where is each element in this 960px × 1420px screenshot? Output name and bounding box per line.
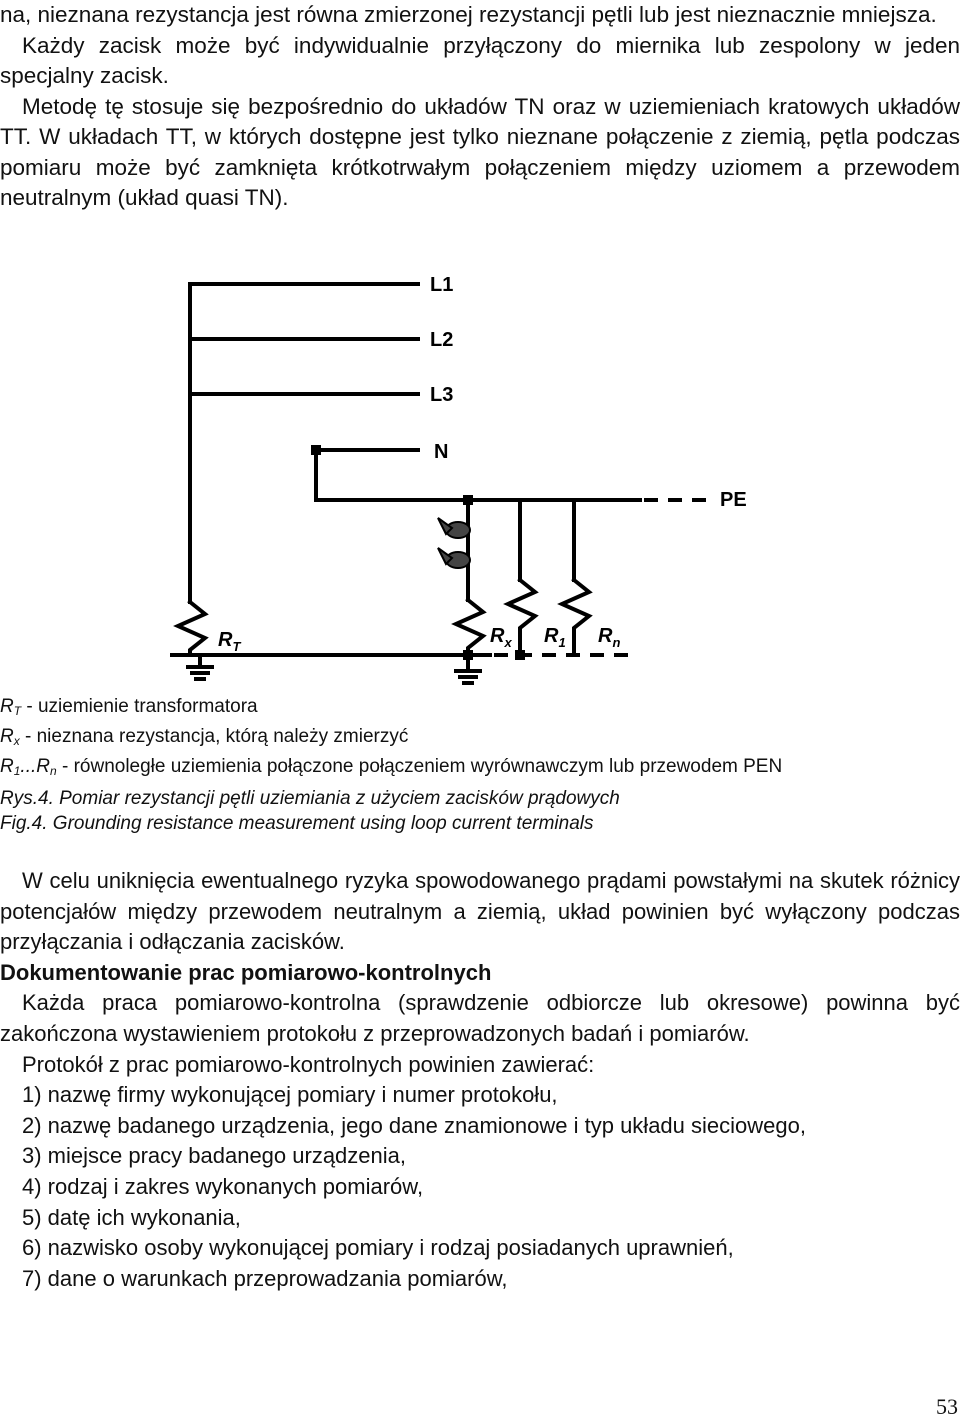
label-rx: $R_x$ (490, 625, 512, 650)
list-item: 6) nazwisko osoby wykonującej pomiary i rodzaj posiadanych uprawnień, (22, 1235, 734, 1261)
label-l3: L3 (430, 384, 454, 406)
list-item: 2) nazwę badanego urządzenia, jego dane znamionowe i typ układu sieciowego, (22, 1112, 806, 1138)
legend-rt: $R_T$ - uziemienie transformatora (0, 696, 258, 718)
section-heading: Dokumentowanie prac pomiarowo-kontrolnych (0, 959, 492, 985)
legend-rn: $R_1...R_n$ - równoległe uziemienia połączone połączeniem wyrównawczym lub przewodem PEN (0, 756, 783, 778)
label-rn: $R_n$ (598, 625, 621, 650)
top-text-block (0, 0, 960, 214)
bottom-text-block (0, 866, 960, 1294)
label-pe: PE (720, 489, 747, 511)
list-item: 7) dane o warunkach przeprowadzania pomiarów, (22, 1265, 508, 1291)
figure-caption (0, 786, 960, 836)
label-n: N (434, 441, 449, 463)
list-item: 4) rodzaj i zakres wykonanych pomiarów, (22, 1173, 424, 1199)
protocol-intro: Protokół z prac pomiarowo-kontrolnych powinien zawierać: (22, 1051, 595, 1077)
diagram-legend (0, 694, 960, 784)
label-l1: L1 (430, 274, 454, 296)
list-item: 5) datę ich wykonania, (22, 1204, 241, 1230)
legend-rx: $R_x$ - nieznana rezystancja, którą należy zmierzyć (0, 726, 409, 748)
list-item: 1) nazwę firmy wykonującej pomiary i numer protokołu, (22, 1082, 558, 1108)
label-rt: $R_T$ (218, 629, 241, 654)
list-item: 3) miejsce pracy badanego urządzenia, (22, 1143, 407, 1169)
caption-pl: Rys.4. Pomiar rezystancji pętli uziemiania z użyciem zacisków prądowych (0, 788, 620, 809)
clamp-icon (438, 518, 470, 568)
label-l2: L2 (430, 329, 454, 351)
caption-en: Fig.4. Grounding resistance measurement using loop current terminals (0, 813, 594, 834)
paragraph-documentation: Każda praca pomiarowo-kontrolna (sprawdzenie odbiorcze lub okresowe) powinna być zakończona wystawieniem protokołu z przeprowadzonych badań i pomiarów. (0, 990, 960, 1046)
paragraph-continuation: na, nieznana rezystancja jest równa zmierzonej rezystancji pętli lub jest nieznacznie mniejsza. (0, 2, 937, 27)
paragraph-terminals: Każdy zacisk może być indywidualnie przyłączony do miernika lub zespolony w jeden specjalny zacisk. (0, 32, 960, 88)
paragraph-method: Metodę tę stosuje się bezpośrednio do układów TN oraz w uziemieniach kratowych układów TT. W układach TT, w których dostępne jest tylko nieznane połączenie z ziemią, pętla podczas pomiaru może być zamknięta krótkotrwałym połączeniem między uziomem a przewodem neutralnym (układ quasi TN). (0, 93, 960, 210)
circuit-diagram (160, 262, 800, 694)
label-r1: $R_1$ (544, 625, 566, 650)
page-number: 53 (936, 1394, 958, 1419)
paragraph-safety: W celu uniknięcia ewentualnego ryzyka spowodowanego prądami powstałymi na skutek różnicy potencjałów między przewodem neutralnym a ziemią, układ powinien być wyłączony podczas przyłączania i odłączania zacisków. (0, 868, 960, 955)
